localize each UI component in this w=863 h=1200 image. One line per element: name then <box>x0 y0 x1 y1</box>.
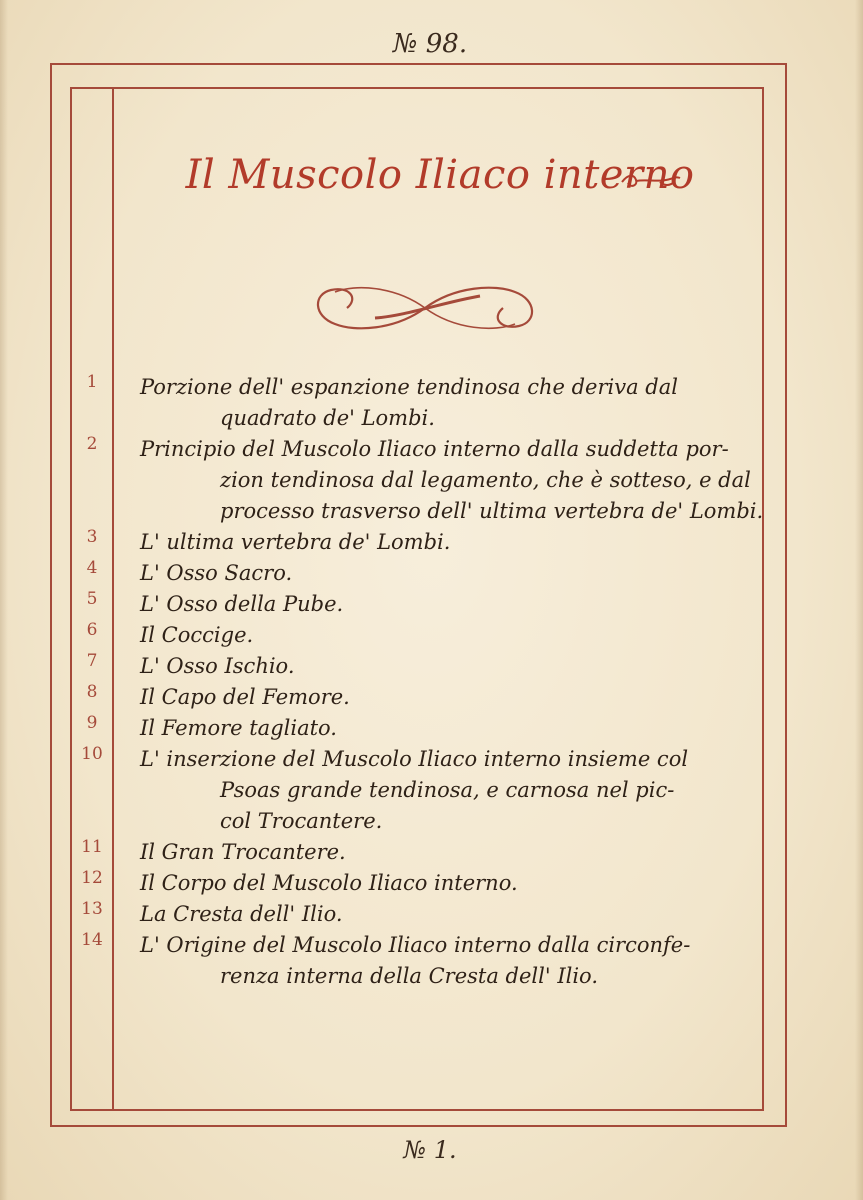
title-flourish-icon <box>620 170 682 192</box>
entry-text: Il Coccige. <box>140 623 254 647</box>
entry-list <box>70 372 764 992</box>
entry-number: 13 <box>81 899 103 919</box>
entry-text: Il Gran Trocantere. <box>140 840 346 864</box>
entry-text: Principio del Muscolo Iliaco interno dalla suddetta por- <box>140 437 729 461</box>
entry-number: 9 <box>86 713 98 733</box>
list-item <box>70 899 764 930</box>
entry-number: 7 <box>86 651 98 671</box>
page-number: № 1. <box>403 1136 457 1164</box>
list-item <box>70 589 764 620</box>
paper-edge-left <box>0 0 8 1200</box>
entry-text-continued: quadrato de' Lombi. <box>220 406 435 430</box>
calligraphic-ornament-icon <box>305 278 545 338</box>
entry-number: 12 <box>81 868 103 888</box>
list-item <box>70 868 764 899</box>
entry-text: L' Origine del Muscolo Iliaco interno dalla circonfe- <box>140 933 691 957</box>
entry-number: 5 <box>86 589 98 609</box>
entry-number: 6 <box>86 620 98 640</box>
entry-number: 10 <box>81 744 103 764</box>
entry-text: Porzione dell' espanzione tendinosa che deriva dal <box>140 375 678 399</box>
entry-text-continued: renza interna della Cresta dell' Ilio. <box>220 964 598 988</box>
entry-text: L' Osso Sacro. <box>140 561 293 585</box>
page-title: Il Muscolo Iliaco interno <box>185 152 695 198</box>
entry-number: 14 <box>81 930 103 950</box>
folio-number: № 98. <box>392 29 468 59</box>
list-item <box>70 527 764 558</box>
entry-number: 3 <box>86 527 98 547</box>
entry-number: 11 <box>81 837 103 857</box>
list-item <box>70 930 764 992</box>
entry-number: 8 <box>86 682 98 702</box>
entry-number: 2 <box>86 434 98 454</box>
entry-text-continued: col Trocantere. <box>220 809 383 833</box>
list-item <box>70 837 764 868</box>
entry-text-continued: Psoas grande tendinosa, e carnosa nel pic- <box>220 778 675 802</box>
entry-text: Il Capo del Femore. <box>140 685 350 709</box>
entry-text: La Cresta dell' Ilio. <box>140 902 343 926</box>
entry-text: Il Femore tagliato. <box>140 716 337 740</box>
entry-number: 4 <box>86 558 98 578</box>
entry-text: L' ultima vertebra de' Lombi. <box>140 530 451 554</box>
list-item <box>70 651 764 682</box>
list-item <box>70 682 764 713</box>
list-item <box>70 620 764 651</box>
list-item <box>70 372 764 434</box>
entry-text-continued: zion tendinosa dal legamento, che è sotteso, e dal <box>220 468 751 492</box>
entry-number: 1 <box>86 372 98 392</box>
entry-text: Il Corpo del Muscolo Iliaco interno. <box>140 871 518 895</box>
list-item <box>70 713 764 744</box>
paper-edge-right <box>855 0 863 1200</box>
entry-text: L' Osso Ischio. <box>140 654 295 678</box>
list-item <box>70 434 764 527</box>
entry-text-continued: processo trasverso dell' ultima vertebra de' Lombi. <box>220 499 764 523</box>
list-item <box>70 558 764 589</box>
entry-text: L' Osso della Pube. <box>140 592 344 616</box>
list-item <box>70 744 764 837</box>
entry-text: L' inserzione del Muscolo Iliaco interno insieme col <box>140 747 689 771</box>
